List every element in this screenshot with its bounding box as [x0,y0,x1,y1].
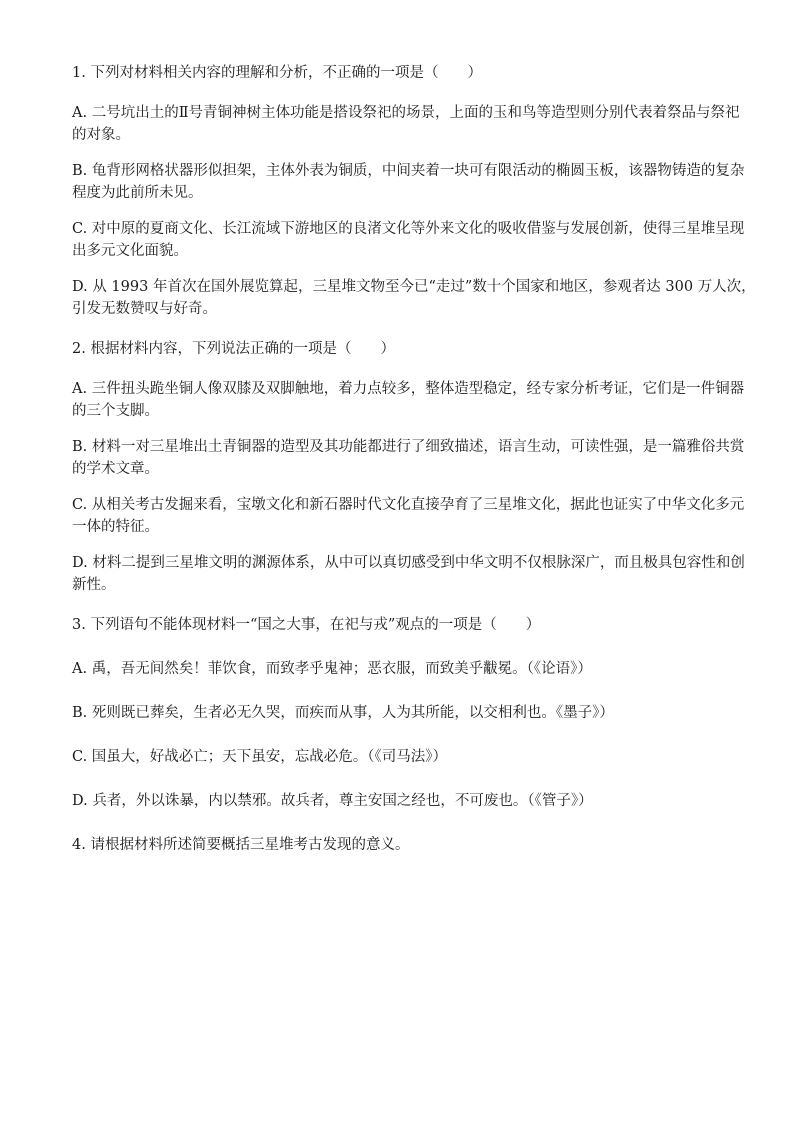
option-line: 引发无数赞叹与好奇。 [72,301,217,317]
question-2 [72,338,745,596]
question-stem: 3. 下列语句不能体现材料一“国之大事，在祀与戎”观点的一项是（ ） [72,617,541,633]
option-b [72,436,745,480]
option-c [72,494,745,538]
option-c [72,218,745,262]
option-line: 的三个支脚。 [72,403,159,419]
option-line: 出多元文化面貌。 [72,243,188,259]
question-stem: 2. 根据材料内容，下列说法正确的一项是（ ） [72,341,395,357]
option-line: B. 材料一对三星堆出土青铜器的造型及其功能都进行了细致描述，语言生动，可读性强，是一篇雅俗共赏 [72,439,745,455]
option-line: D. 从 1993 年首次在国外展览算起，三星堆文物至今已“走过”数十个国家和地区，参观者达 300 万人次， [72,279,756,295]
option-d: D. 兵者，外以诛暴，内以禁邪。故兵者，尊主安国之经也，不可废也。（《管子》） [72,793,593,809]
option-d [72,276,756,320]
question-stem: 4. 请根据材料所述简要概括三星堆考古发现的意义。 [72,837,410,853]
option-a [72,378,745,422]
option-d [72,552,745,596]
option-line: B. 龟背形网格状器形似担架，主体外表为铜质，中间夹着一块可有限活动的椭圆玉板，该器物铸造的复杂 [72,163,745,179]
option-c: C. 国虽大，好战必亡；天下虽安，忘战必危。（《司马法》） [72,749,448,765]
option-line: 的学术文章。 [72,461,159,477]
option-a [72,102,740,146]
option-line: 的对象。 [72,127,130,143]
option-line: 新性。 [72,577,116,593]
option-line: C. 从相关考古发掘来看，宝墩文化和新石器时代文化直接孕育了三星堆文化，据此也证实了中华文化多元 [72,497,745,513]
option-line: 程度为此前所未见。 [72,185,203,201]
option-line: C. 对中原的夏商文化、长江流域下游地区的良渚文化等外来文化的吸收借鉴与发展创新，使得三星堆呈现 [72,221,745,237]
question-4 [72,834,724,856]
option-line: 一体的特征。 [72,519,159,535]
option-a: A. 禹，吾无间然矣！菲饮食，而致孝乎鬼神；恶衣服，而致美乎黻冕。（《论语》） [72,661,592,677]
question-1 [72,62,756,320]
option-line: A. 二号坑出土的Ⅱ号青铜神树主体功能是搭设祭祀的场景，上面的玉和鸟等造型则分别代表着祭品与祭祀 [72,105,740,121]
option-b: B. 死则既已葬矣，生者必无久哭，而疾而从事，人为其所能，以交相利也。《墨子》） [72,705,614,721]
option-line: A. 三件扭头跪坐铜人像双膝及双脚触地，着力点较多，整体造型稳定，经专家分析考证，它们是一件铜器 [72,381,745,397]
question-3 [72,614,724,812]
option-line: D. 材料二提到三星堆文明的渊源体系，从中可以真切感受到中华文明不仅根脉深广，而且极具包容性和创 [72,555,745,571]
question-stem: 1. 下列对材料相关内容的理解和分析，不正确的一项是（ ） [72,65,482,81]
exam-page [72,62,756,878]
option-b [72,160,745,204]
